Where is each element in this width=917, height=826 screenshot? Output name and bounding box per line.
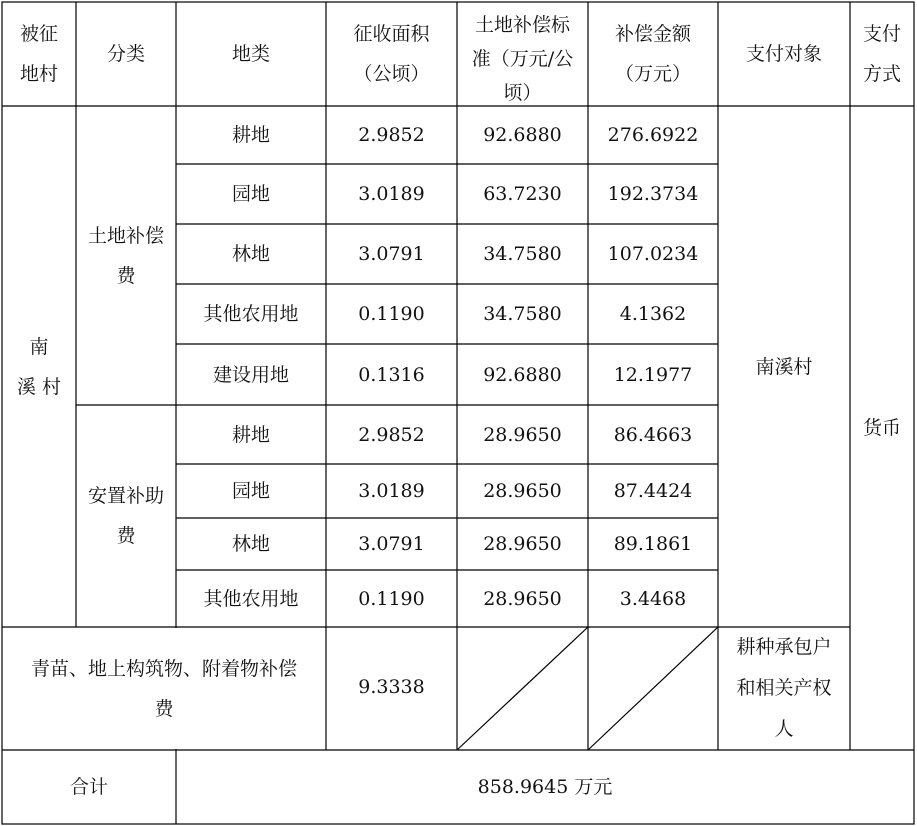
group-label-land-compensation: 土地补偿 费	[87, 224, 164, 287]
crops-area: 9.3338	[358, 676, 425, 698]
area-cell: 3.0791	[358, 243, 425, 265]
area-cell: 2.9852	[358, 124, 425, 146]
area-cell: 3.0189	[358, 183, 425, 205]
total-value: 858.9645 万元	[477, 776, 613, 798]
crops-compensation-label: 青苗、地上构筑物、附着物补偿 费	[30, 657, 297, 720]
header-village: 被征 地村	[19, 23, 58, 85]
amount-cell: 4.1362	[619, 303, 687, 325]
land-type-cell: 建设用地	[212, 363, 289, 386]
amount-cell: 107.0234	[607, 243, 699, 265]
header-method: 支付 方式	[862, 23, 901, 85]
standard-cell: 28.9650	[483, 480, 562, 502]
header-amount: 补偿金额 （万元）	[614, 23, 691, 85]
amount-cell: 12.1977	[613, 363, 693, 386]
amount-cell: 87.4424	[613, 480, 693, 502]
standard-cell: 28.9650	[483, 533, 562, 555]
area-cell: 3.0189	[358, 480, 425, 502]
amount-cell: 3.4468	[619, 587, 687, 610]
land-type-cell: 其他农用地	[203, 303, 299, 325]
land-type-cell: 林地	[231, 533, 270, 555]
land-type-cell: 林地	[231, 243, 270, 265]
standard-cell: 28.9650	[483, 587, 562, 610]
area-cell: 0.1316	[358, 363, 425, 386]
header-payee: 支付对象	[745, 43, 822, 65]
area-cell: 0.1190	[358, 587, 425, 610]
area-cell: 3.0791	[358, 533, 425, 555]
header-standard: 土地补偿标 准（万元/公 顷）	[471, 14, 574, 104]
standard-cell: 34.7580	[483, 303, 562, 325]
standard-cell: 34.7580	[483, 243, 562, 265]
area-cell: 0.1190	[358, 303, 425, 325]
area-cell: 2.9852	[358, 423, 425, 446]
amount-cell: 89.1861	[613, 533, 693, 555]
header-category: 分类	[106, 43, 145, 65]
payee-village: 南溪村	[755, 355, 813, 378]
amount-cell: 276.6922	[607, 124, 699, 146]
amount-cell: 192.3734	[607, 183, 699, 205]
land-type-cell: 园地	[231, 480, 270, 502]
payment-method: 货币	[862, 417, 901, 439]
crops-payee: 耕种承包户 和相关产权 人	[736, 636, 832, 740]
group-label-resettlement: 安置补助 费	[87, 485, 164, 547]
land-type-cell: 园地	[231, 183, 270, 205]
header-land-type: 地类	[231, 43, 270, 65]
amount-cell: 86.4663	[613, 423, 693, 446]
header-area: 征收面积 （公顷）	[353, 23, 430, 85]
land-type-cell: 耕地	[231, 124, 270, 146]
standard-cell: 28.9650	[483, 423, 562, 446]
land-type-cell: 耕地	[231, 423, 270, 446]
land-type-cell: 其他农用地	[203, 587, 299, 610]
standard-cell: 92.6880	[483, 363, 562, 386]
village-name: 南 溪 村	[16, 335, 62, 398]
standard-cell: 92.6880	[483, 124, 562, 146]
standard-cell: 63.7230	[483, 183, 562, 205]
total-label: 合计	[69, 776, 108, 798]
